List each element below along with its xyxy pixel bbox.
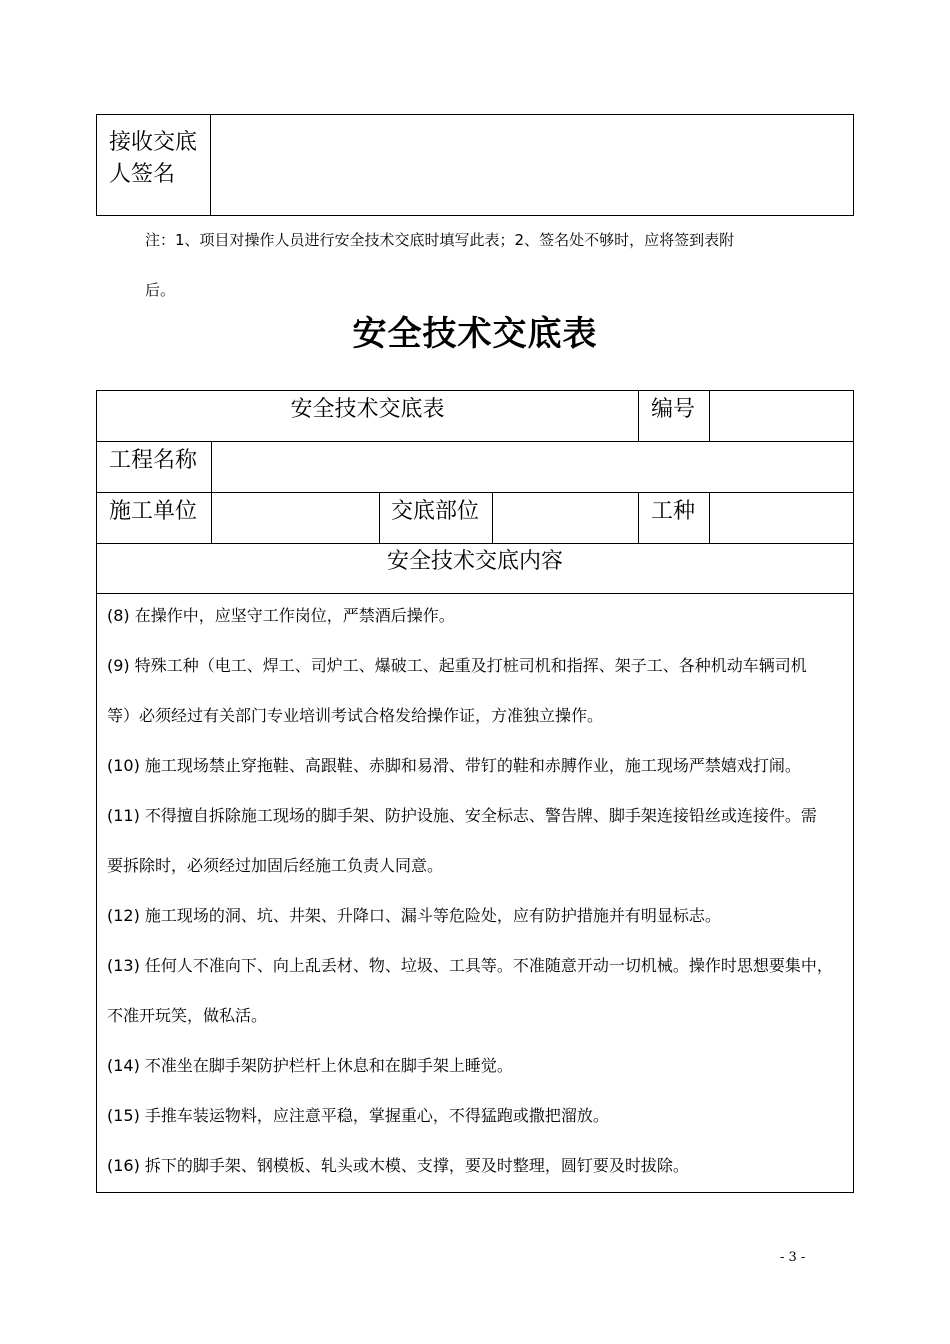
content-line: 不准开玩笑，做私活。 bbox=[107, 1006, 268, 1025]
note-line-2: 后。 bbox=[145, 281, 176, 299]
page-title: 安全技术交底表 bbox=[352, 314, 598, 354]
number-label: 编号 bbox=[651, 397, 696, 422]
content-line: (9) 特殊工种（电工、焊工、司炉工、爆破工、起重及打桩司机和指挥、架子工、各种机动车辆司机 bbox=[107, 656, 807, 675]
content-header: 安全技术交底内容 bbox=[386, 549, 563, 574]
signature-table bbox=[96, 114, 854, 216]
content-line: 要拆除时，必须经过加固后经施工负责人同意。 bbox=[107, 856, 444, 875]
content-line: (11) 不得擅自拆除施工现场的脚手架、防护设施、安全标志、警告牌、脚手架连接铅丝或连接件。需 bbox=[107, 806, 817, 825]
note-line-1: 注：1、项目对操作人员进行安全技术交底时填写此表；2、签名处不够时，应将签到表附 bbox=[145, 231, 735, 249]
disclosure-part-label: 交底部位 bbox=[391, 499, 480, 524]
disclosure-part-field[interactable] bbox=[493, 493, 637, 543]
work-type-label: 工种 bbox=[651, 499, 696, 524]
content-line: 等）必须经过有关部门专业培训考试合格发给操作证，方准独立操作。 bbox=[107, 706, 604, 725]
row-divider bbox=[97, 593, 853, 594]
col-divider bbox=[379, 492, 380, 543]
row-divider bbox=[97, 543, 853, 544]
content-line: (14) 不准坐在脚手架防护栏杆上休息和在脚手架上睡觉。 bbox=[107, 1056, 513, 1075]
content-line: (13) 任何人不准向下、向上乱丢材、物、垃圾、工具等。不准随意开动一切机械。操作时思想要集中， bbox=[107, 956, 833, 975]
form-header-title: 安全技术交底表 bbox=[290, 397, 445, 422]
col-divider bbox=[638, 492, 639, 543]
content-line: (16) 拆下的脚手架、钢模板、轧头或木模、支撑，要及时整理，圆钉要及时拔除。 bbox=[107, 1156, 689, 1175]
number-field[interactable] bbox=[710, 391, 853, 441]
project-name-label: 工程名称 bbox=[109, 448, 198, 473]
work-type-field[interactable] bbox=[710, 493, 853, 543]
project-name-field[interactable] bbox=[212, 442, 853, 492]
signature-field[interactable] bbox=[211, 115, 853, 215]
signature-label-cell bbox=[97, 115, 211, 215]
content-line: (10) 施工现场禁止穿拖鞋、高跟鞋、赤脚和易滑、带钉的鞋和赤膊作业，施工现场严禁嬉戏打闹。 bbox=[107, 756, 801, 775]
signature-label: 接收交底人签名 bbox=[109, 130, 198, 187]
content-line: (8) 在操作中，应坚守工作岗位，严禁酒后操作。 bbox=[107, 606, 455, 625]
content-line: (12) 施工现场的洞、坑、井架、升降口、漏斗等危险处，应有防护措施并有明显标志。 bbox=[107, 906, 721, 925]
page-number: - 3 - bbox=[780, 1250, 806, 1265]
col-divider bbox=[638, 391, 639, 441]
construction-unit-field[interactable] bbox=[212, 493, 378, 543]
safety-disclosure-table bbox=[96, 390, 854, 1193]
construction-unit-label: 施工单位 bbox=[109, 499, 198, 524]
content-line: (15) 手推车装运物料，应注意平稳，掌握重心，不得猛跑或撒把溜放。 bbox=[107, 1106, 609, 1125]
